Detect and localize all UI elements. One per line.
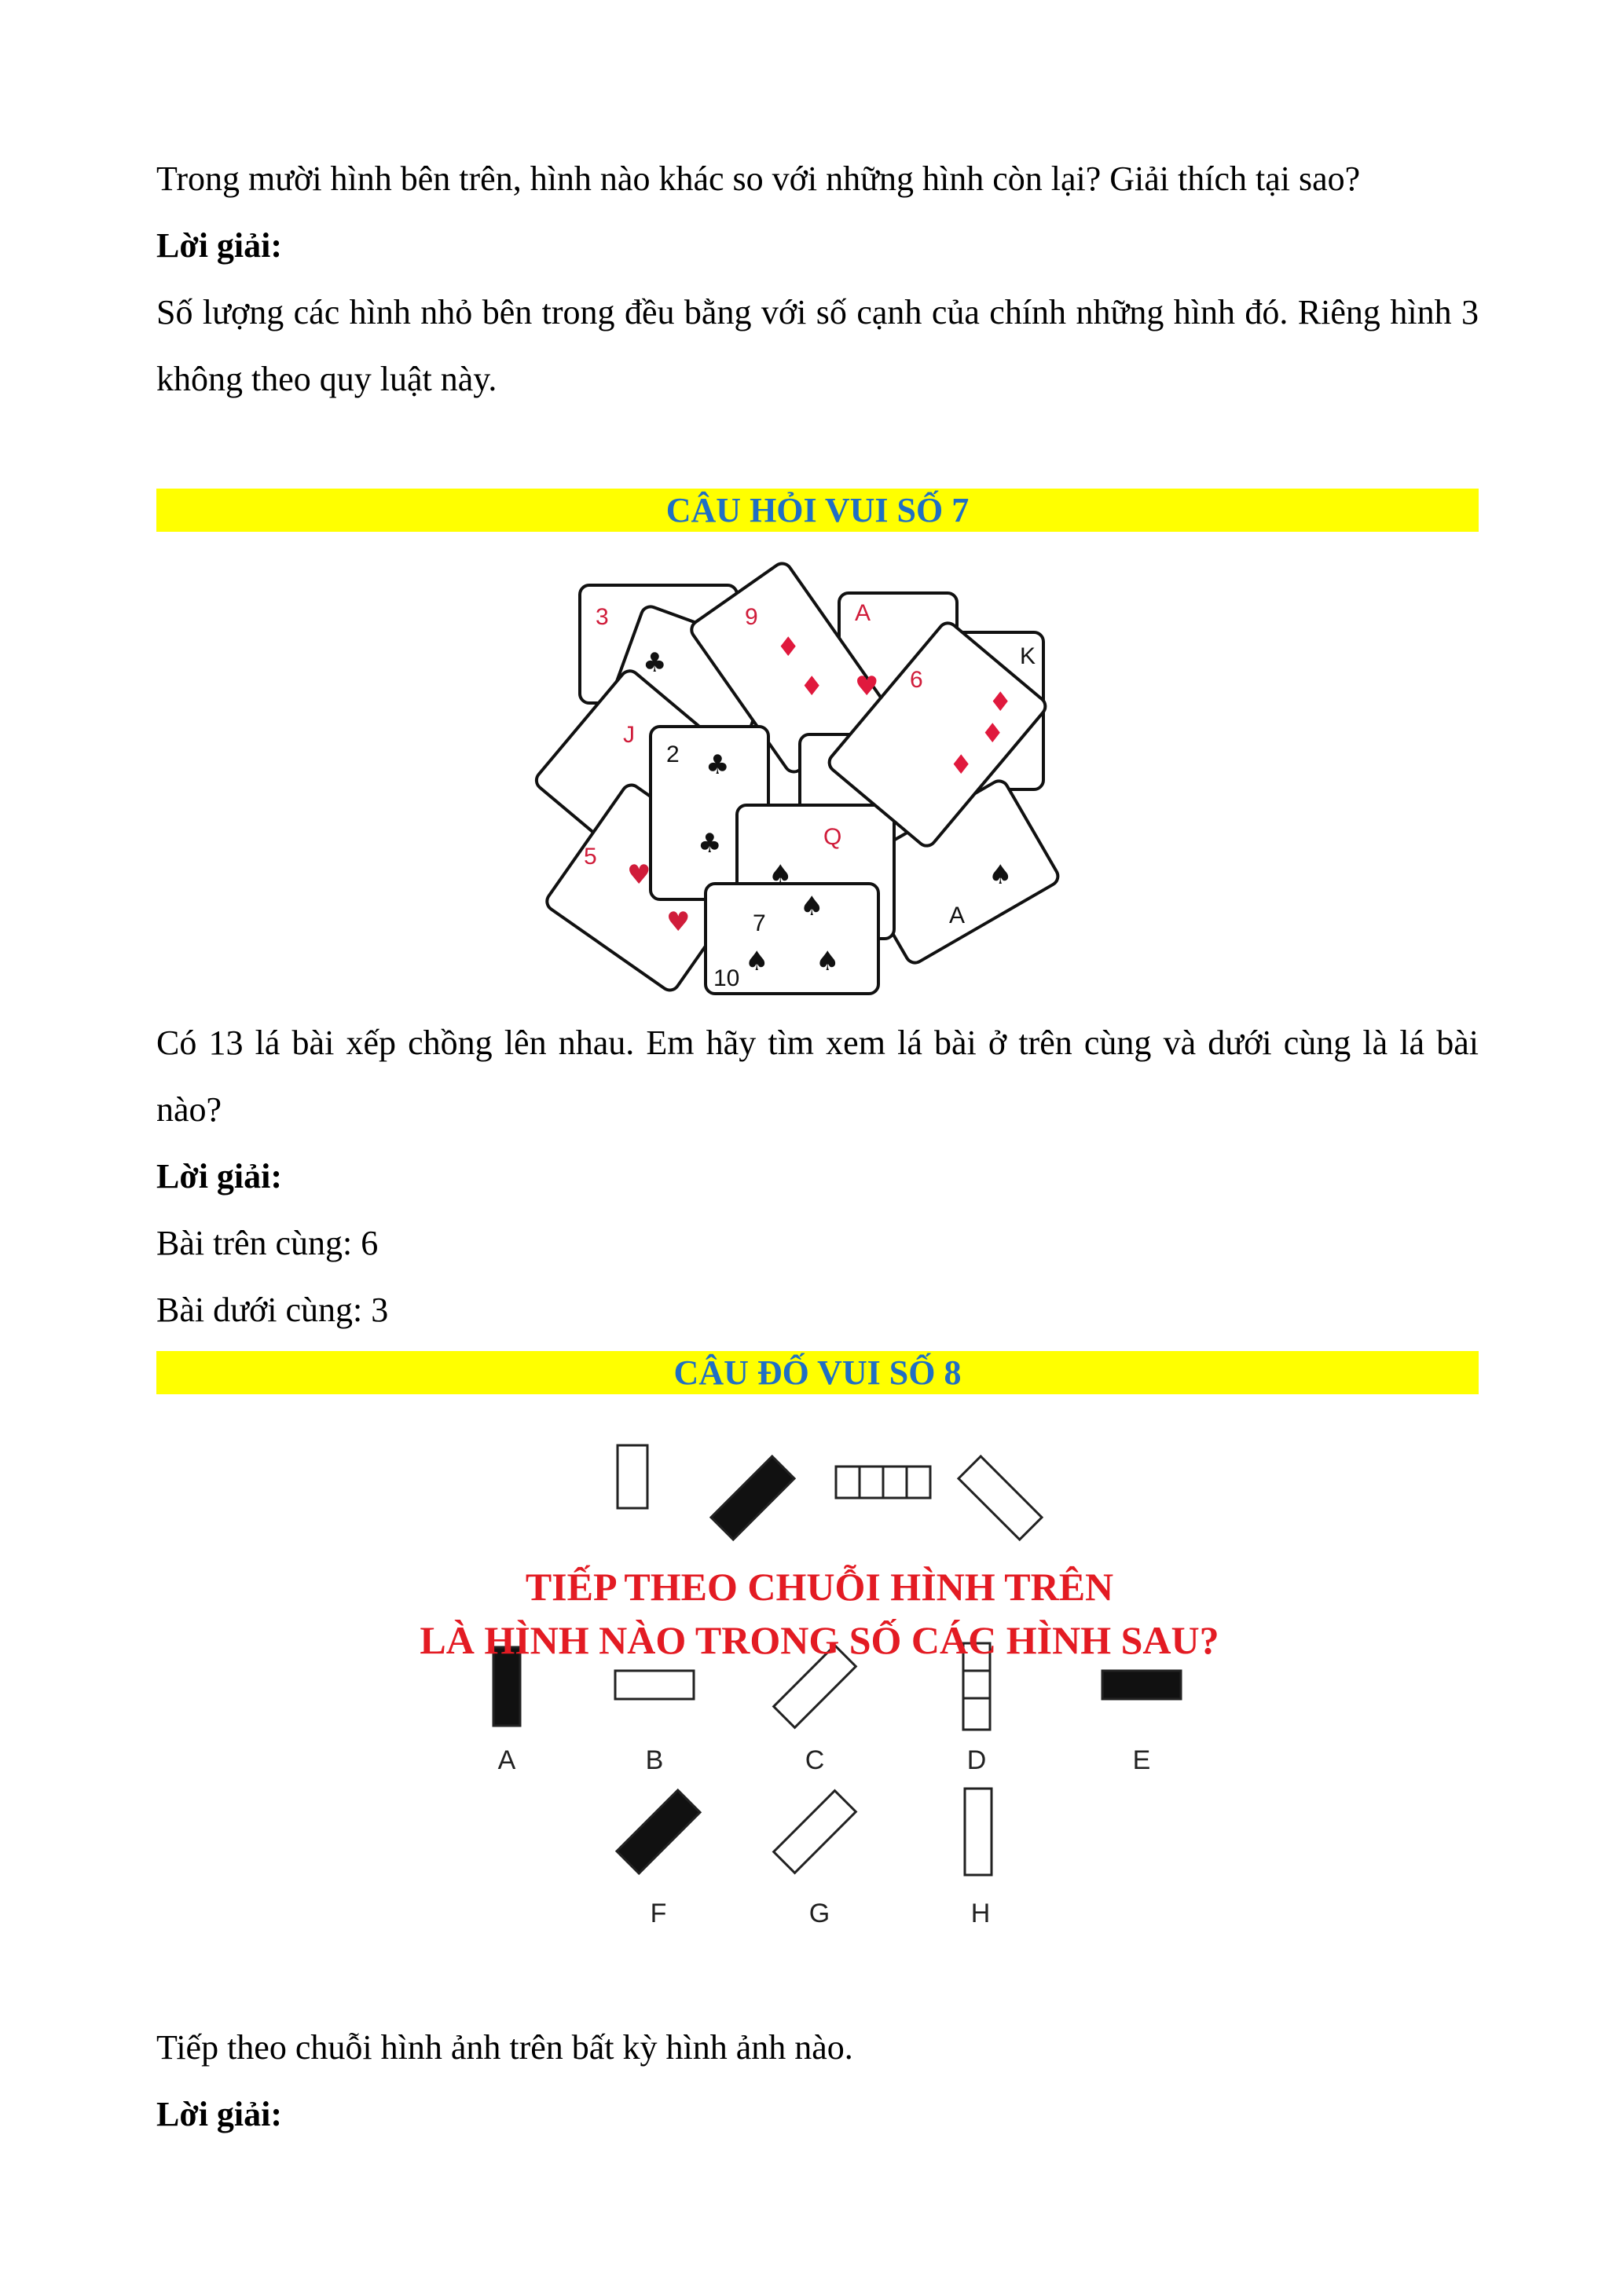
option-shape-b xyxy=(615,1671,694,1699)
card-label: 3 xyxy=(596,604,609,630)
answer-top: Bài trên cùng: 6 xyxy=(156,1224,379,1262)
card-label: 6 xyxy=(910,667,923,693)
option-label: D xyxy=(966,1745,987,1775)
section-3 xyxy=(156,2014,1479,2148)
option-label: H xyxy=(970,1899,991,1928)
option-label: F xyxy=(650,1899,667,1928)
section-2 xyxy=(156,1009,1479,1343)
playing-cards-figure xyxy=(509,554,1122,998)
svg-text:♦: ♦ xyxy=(949,749,973,781)
svg-text:♣: ♣ xyxy=(643,647,667,679)
section-1 xyxy=(156,145,1479,412)
card-label: A xyxy=(855,600,871,626)
puzzle-title-line-1: TIẾP THEO CHUỖI HÌNH TRÊN xyxy=(525,1565,1114,1609)
option-label: G xyxy=(808,1899,830,1928)
svg-text:♠: ♠ xyxy=(745,946,769,977)
svg-text:♠: ♠ xyxy=(988,859,1013,891)
section-header-7: CÂU HỎI VUI SỐ 7 xyxy=(156,489,1479,532)
card-label: Q xyxy=(823,824,842,850)
svg-text:♠: ♠ xyxy=(800,891,824,922)
answer-bottom: Bài dưới cùng: 3 xyxy=(156,1291,389,1329)
option-label: B xyxy=(645,1745,664,1775)
option-shape-h xyxy=(965,1789,992,1875)
svg-text:♥: ♥ xyxy=(666,906,691,938)
sequence-shape-1 xyxy=(618,1445,647,1508)
option-label: C xyxy=(805,1745,825,1775)
svg-text:♣: ♣ xyxy=(706,749,730,781)
card-label: 2 xyxy=(666,742,680,767)
question-text: Có 13 lá bài xếp chồng lên nhau. Em hãy tìm xem lá bài ở trên cùng và dưới cùng là lá bài nào? xyxy=(156,1023,1479,1129)
sequence-shape-2 xyxy=(711,1456,794,1540)
sequence-shape-4 xyxy=(959,1456,1042,1540)
card-label: 5 xyxy=(584,844,597,870)
option-shape-f xyxy=(617,1790,700,1873)
option-shape-g xyxy=(774,1791,856,1873)
solution-text: Số lượng các hình nhỏ bên trong đều bằng với số cạnh của chính những hình đó. Riêng hình 3 không theo quy luật này. xyxy=(156,293,1479,398)
solution-label: Lời giải: xyxy=(156,2095,283,2133)
puzzle-title-line-2: LÀ HÌNH NÀO TRONG SỐ CÁC HÌNH SAU? xyxy=(420,1618,1219,1662)
solution-label: Lời giải: xyxy=(156,1157,283,1196)
card-label: 9 xyxy=(745,604,758,630)
card-label: 10 xyxy=(713,965,740,991)
svg-text:♥: ♥ xyxy=(627,859,651,891)
section-header-8: CÂU ĐỐ VUI SỐ 8 xyxy=(156,1351,1479,1394)
svg-text:♣: ♣ xyxy=(698,828,722,859)
svg-text:♦: ♦ xyxy=(981,718,1005,749)
svg-text:♥: ♥ xyxy=(855,671,879,702)
option-label: A xyxy=(497,1745,516,1775)
card-label: 7 xyxy=(753,910,766,936)
option-shape-e xyxy=(1102,1671,1181,1699)
question-text: Trong mười hình bên trên, hình nào khác so với những hình còn lại? Giải thích tại sao? xyxy=(156,159,1361,198)
svg-text:♠: ♠ xyxy=(816,946,840,977)
question-text: Tiếp theo chuỗi hình ảnh trên bất kỳ hình ảnh nào. xyxy=(156,2028,853,2067)
card-label: J xyxy=(623,722,635,748)
card-label: K xyxy=(1020,643,1036,669)
option-label: E xyxy=(1132,1745,1151,1775)
svg-text:♦: ♦ xyxy=(776,632,801,663)
card-label: A xyxy=(949,903,966,928)
solution-label: Lời giải: xyxy=(156,226,283,265)
svg-text:♦: ♦ xyxy=(800,671,824,702)
svg-text:♦: ♦ xyxy=(988,687,1013,718)
shape-sequence-puzzle xyxy=(391,1431,1248,2009)
svg-text:♠: ♠ xyxy=(768,859,793,891)
